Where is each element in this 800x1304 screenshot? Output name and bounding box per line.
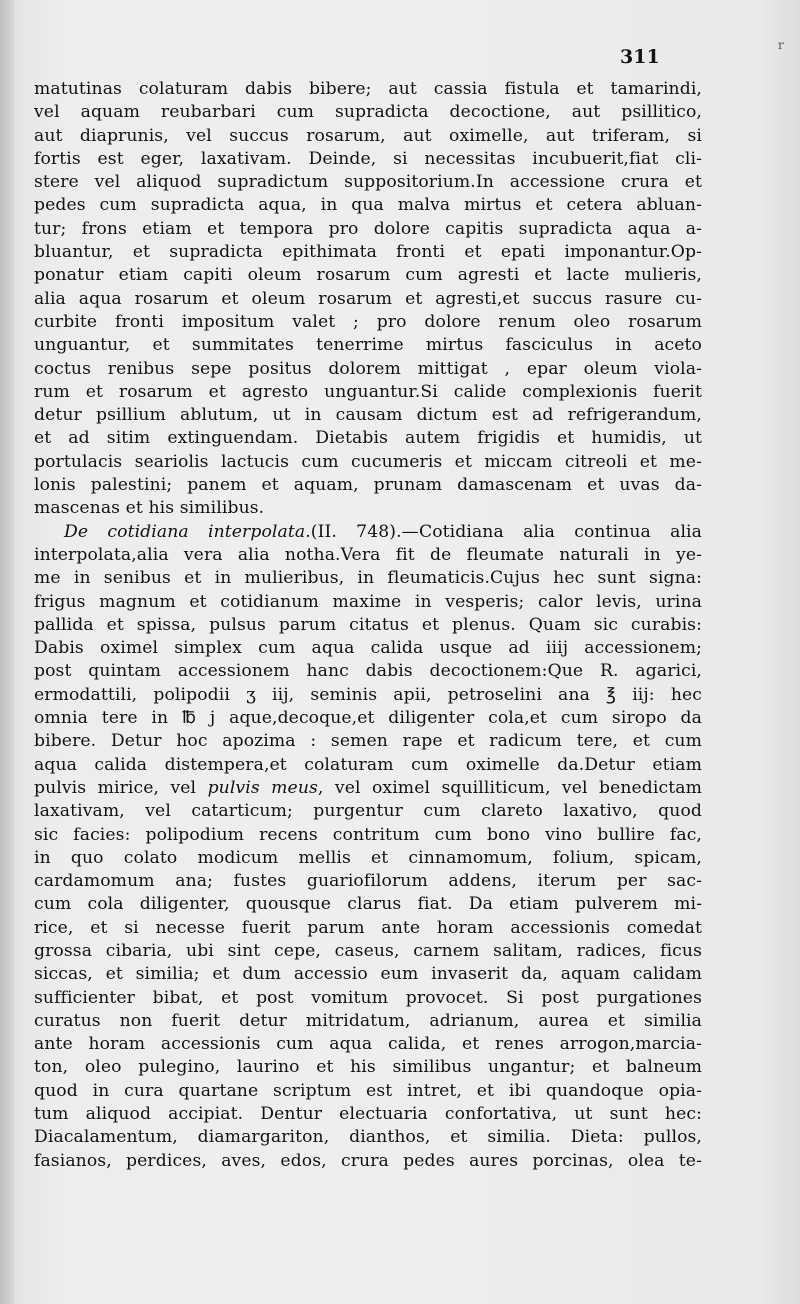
page-number: 311 xyxy=(620,46,660,68)
text-line: fasianos, perdices, aves, edos, crura pedes aures porcinas, olea te- xyxy=(34,1150,702,1171)
text-line: pulvis mirice, vel pulvis meus, vel oximel squilliticum, vel benedictam xyxy=(34,777,702,798)
body-text xyxy=(34,78,702,1173)
text-line: aut diaprunis, vel succus rosarum, aut oximelle, aut triferam, si xyxy=(34,125,702,146)
text-line: pedes cum supradicta aqua, in qua malva mirtus et cetera abluan- xyxy=(34,195,702,216)
text-line: post quintam accessionem hanc dabis decoctionem:Que R. agarici, xyxy=(34,661,702,682)
text-line: ante horam accessionis cum aqua calida, et renes arrogon,marcia- xyxy=(34,1034,702,1055)
text-line: ton, oleo pulegino, laurino et his similibus ungantur; et balneum xyxy=(34,1057,702,1078)
text-line: matutinas colaturam dabis bibere; aut cassia fistula et tamarindi, xyxy=(34,79,702,99)
text-line: mascenas et his similibus. xyxy=(34,498,265,519)
text-line: Diacalamentum, diamargariton, dianthos, et similia. Dieta: pullos, xyxy=(34,1127,702,1148)
text-line: siccas, et similia; et dum accessio eum invaserit da, aquam calidam xyxy=(34,964,702,985)
text-line: aqua calida distempera,et colaturam cum oximelle da.Detur etiam xyxy=(34,754,702,775)
text-line: ponatur etiam capiti oleum rosarum cum agresti et lacte mulieris, xyxy=(34,265,702,286)
text-line: rice, et si necesse fuerit parum ante horam accessionis comedat xyxy=(34,917,702,938)
section-heading-line: De cotidiana interpolata.(II. 748).—Cotidiana alia continua alia xyxy=(64,521,702,542)
edge-mark: r xyxy=(778,38,784,52)
text-line: fortis est eger, laxativam. Deinde, si necessitas incubuerit,fiat cli- xyxy=(34,148,702,169)
text-line: curbite fronti impositum valet ; pro dolore renum oleo rosarum xyxy=(34,311,702,332)
italic-run: De cotidiana interpolata. xyxy=(64,521,311,542)
text-line: coctus renibus sepe positus dolorem mittigat , epar oleum viola- xyxy=(34,358,702,379)
text-line: detur psillium ablutum, ut in causam dictum est ad refrigerandum, xyxy=(34,405,702,426)
text-line: alia aqua rosarum et oleum rosarum et agresti,et succus rasure cu- xyxy=(34,288,702,309)
text-line: in quo colato modicum mellis et cinnamomum, folium, spicam, xyxy=(34,847,702,868)
text-line: et ad sitim extinguendam. Dietabis autem frigidis et humidis, ut xyxy=(34,428,702,449)
text-line: lonis palestini; panem et aquam, prunam damascenam et uvas da- xyxy=(34,475,702,496)
text-line: bibere. Detur hoc apozima : semen rape et radicum tere, et cum xyxy=(34,731,702,752)
text-line: tur; frons etiam et tempora pro dolore capitis supradicta aqua a- xyxy=(34,218,702,239)
text-line: omnia tere in ℔ j aque,decoque,et diligenter cola,et cum siropo da xyxy=(34,708,702,729)
text-line: cum cola diligenter, quousque clarus fiat. Da etiam pulverem mi- xyxy=(34,894,702,915)
text-line: me in senibus et in mulieribus, in fleumaticis.Cujus hec sunt signa: xyxy=(34,568,702,589)
text-line: quod in cura quartane scriptum est intret, et ibi quandoque opia- xyxy=(34,1080,702,1101)
text-line: vel aquam reubarbari cum supradicta decoctione, aut psillitico, xyxy=(34,102,702,123)
text-line: Dabis oximel simplex cum aqua calida usque ad iiij accessionem; xyxy=(34,638,702,659)
text-line: grossa cibaria, ubi sint cepe, caseus, carnem salitam, radices, ficus xyxy=(34,940,702,961)
text-line: interpolata,alia vera alia notha.Vera fit de fleumate naturali in ye- xyxy=(34,544,702,565)
text-line: ermodattili, polipodii ʒ iij, seminis apii, petroselini ana ℥ iij: hec xyxy=(34,684,702,705)
text-line: pallida et spissa, pulsus parum citatus et plenus. Quam sic curabis: xyxy=(34,614,702,635)
italic-run: pulvis meus xyxy=(207,777,318,798)
text-line: laxativam, vel catarticum; purgentur cum clareto laxativo, quod xyxy=(34,801,702,822)
text-line: bluantur, et supradicta epithimata fronti et epati imponantur.Op- xyxy=(34,242,702,263)
text-line: cardamomum ana; fustes guariofilorum addens, iterum per sac- xyxy=(34,871,702,892)
text-line: stere vel aliquod supradictum suppositorium.In accessione crura et xyxy=(34,172,702,193)
text-line: frigus magnum et cotidianum maxime in vesperis; calor levis, urina xyxy=(34,591,702,612)
text-line: rum et rosarum et agresto unguantur.Si calide complexionis fuerit xyxy=(34,381,702,402)
text-line: curatus non fuerit detur mitridatum, adrianum, aurea et similia xyxy=(34,1010,702,1031)
text-line: sufficienter bibat, et post vomitum provocet. Si post purgationes xyxy=(34,987,702,1008)
text-line: sic facies: polipodium recens contritum cum bono vino bullire fac, xyxy=(34,824,702,845)
text-line: unguantur, et summitates tenerrime mirtus fasciculus in aceto xyxy=(34,335,702,356)
text-line: portulacis seariolis lactucis cum cucumeris et miccam citreoli et me- xyxy=(34,451,702,472)
text-line: tum aliquod accipiat. Dentur electuaria confortativa, ut sunt hec: xyxy=(34,1104,702,1125)
